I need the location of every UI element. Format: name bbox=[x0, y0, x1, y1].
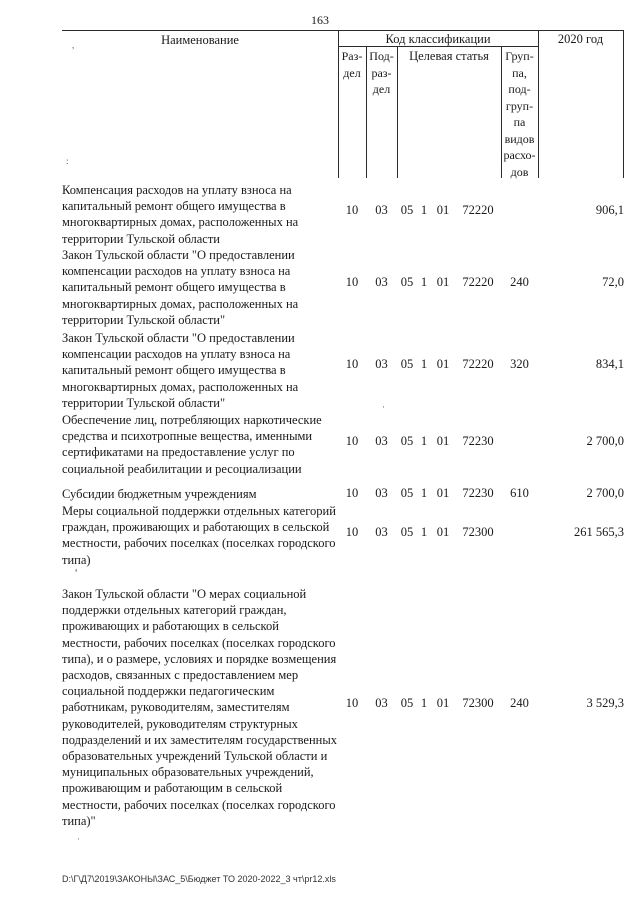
row-target-measure: 01 bbox=[436, 275, 450, 289]
scan-mark: : bbox=[66, 156, 69, 166]
group-header-line: видов bbox=[504, 131, 535, 146]
page-number: 163 bbox=[311, 13, 329, 27]
row-target-subprogram: 1 bbox=[420, 525, 428, 539]
row-section: 10 bbox=[345, 486, 359, 500]
row-section: 10 bbox=[345, 434, 359, 448]
row-target-measure: 01 bbox=[436, 525, 450, 539]
group-header bbox=[501, 48, 538, 180]
row-amount: 906,1 bbox=[595, 203, 624, 217]
section-header-line: дел bbox=[343, 65, 361, 80]
group-header-line: па, bbox=[512, 65, 527, 80]
column-name-header: Наименование bbox=[161, 33, 239, 47]
row-subsection: 03 bbox=[375, 486, 388, 500]
row-target-program: 05 bbox=[400, 203, 414, 217]
section-header bbox=[338, 48, 366, 81]
row-section: 10 bbox=[345, 203, 359, 217]
row-amount: 3 529,3 bbox=[586, 696, 624, 710]
row-subsection: 03 bbox=[375, 525, 388, 539]
header-divider bbox=[538, 30, 539, 178]
row-subsection: 03 bbox=[375, 357, 388, 371]
row-name: Обеспечение лиц, потребляющих наркотические средства и психотропные вещества, именными сертификатами на предоставление услуг по социальной реабилитации и ресоциализации bbox=[62, 413, 322, 476]
row-target-subprogram: 1 bbox=[420, 275, 428, 289]
row-section: 10 bbox=[345, 357, 359, 371]
scan-mark: , bbox=[72, 40, 75, 50]
row-target-direction: 72300 bbox=[462, 525, 494, 539]
row-subsection: 03 bbox=[375, 203, 388, 217]
row-target-program: 05 bbox=[400, 696, 414, 710]
header-divider bbox=[623, 30, 624, 178]
row-name: Закон Тульской области "О предоставлении компенсации расходов на уплату взноса на капитальный ремонт общего имущества в многоквартирных домах, расположенных на территории Тульской области" bbox=[62, 248, 299, 327]
scan-mark: · bbox=[382, 402, 385, 412]
row-target-measure: 01 bbox=[436, 434, 450, 448]
row-amount: 2 700,0 bbox=[586, 486, 624, 500]
row-group: 320 bbox=[510, 357, 529, 371]
table-row bbox=[62, 586, 624, 826]
row-target-program: 05 bbox=[400, 434, 414, 448]
group-header-line: под- bbox=[508, 82, 531, 96]
row-target-program: 05 bbox=[400, 525, 414, 539]
subsection-header bbox=[366, 48, 397, 98]
row-target-direction: 72230 bbox=[462, 434, 494, 448]
table-row bbox=[62, 486, 624, 504]
table-row bbox=[62, 247, 624, 329]
table-row bbox=[62, 182, 624, 246]
row-name: Меры социальной поддержки отдельных категорий граждан, проживающих и работающих в сельской местности, рабочих поселках (поселках городского типа) bbox=[62, 504, 336, 567]
row-target-subprogram: 1 bbox=[420, 486, 428, 500]
table-row bbox=[62, 503, 624, 569]
row-target-direction: 72220 bbox=[462, 357, 494, 371]
classification-header: Код классификации bbox=[385, 32, 491, 46]
group-header-line: груп- bbox=[505, 98, 534, 113]
footer-file-path: D:\Г\Д7\2019\ЗАКОНЫ\ЗАС_5\Бюджет ТО 2020-2022_3 чт\pr12.xls bbox=[62, 874, 336, 884]
row-subsection: 03 bbox=[375, 434, 388, 448]
table-row bbox=[62, 330, 624, 412]
row-subsection: 03 bbox=[375, 275, 388, 289]
subsection-header-line: Под- bbox=[369, 49, 394, 63]
row-target-direction: 72300 bbox=[462, 696, 494, 710]
row-group: 240 bbox=[510, 275, 529, 289]
row-target-subprogram: 1 bbox=[420, 203, 428, 217]
subsection-header-line: дел bbox=[372, 82, 391, 96]
subsection-header-line: раз- bbox=[371, 65, 392, 80]
row-target-direction: 72220 bbox=[462, 203, 494, 217]
row-amount: 72,0 bbox=[602, 275, 624, 289]
row-group: 610 bbox=[510, 486, 529, 500]
row-target-program: 05 bbox=[400, 486, 414, 500]
row-amount: 834,1 bbox=[595, 357, 624, 371]
row-target-measure: 01 bbox=[436, 696, 450, 710]
row-target-subprogram: 1 bbox=[420, 357, 428, 371]
scan-mark: ᵃ bbox=[75, 566, 78, 576]
scan-mark: · bbox=[77, 834, 80, 844]
row-group: 240 bbox=[510, 696, 529, 710]
row-target-measure: 01 bbox=[436, 357, 450, 371]
group-header-line: расхо- bbox=[503, 148, 536, 162]
row-section: 10 bbox=[345, 275, 359, 289]
row-amount: 261 565,3 bbox=[574, 525, 624, 539]
group-header-line: Груп- bbox=[505, 49, 534, 63]
section-header-line: Раз- bbox=[341, 49, 363, 63]
row-target-subprogram: 1 bbox=[420, 434, 428, 448]
year-header: 2020 год bbox=[557, 32, 604, 46]
row-name: Компенсация расходов на уплату взноса на капитальный ремонт общего имущества в многоквартирных домах, расположенных на территории Тульской области bbox=[62, 183, 299, 246]
row-amount: 2 700,0 bbox=[586, 434, 624, 448]
group-header-line: дов bbox=[510, 164, 529, 179]
row-name: Закон Тульской области "О мерах социальной поддержки отдельных категорий граждан, проживающих и работающих в сельской местности, рабочих поселках (поселках городского типа), и о размере, условиях и порядке возмещения расходов, связанных с предоставлением мер социальной поддержки педагогическим работникам, руководителям, заместителям руководителей, руководителям структурных подразделений и их заместителям государственных образовательных учреждений Тульской области и муниципальных образовательных учреждений, проживающим и работающим в сельской местности, рабочих поселках (поселках городского типа)" bbox=[62, 587, 337, 828]
row-target-program: 05 bbox=[400, 357, 414, 371]
row-target-program: 05 bbox=[400, 275, 414, 289]
row-name: Закон Тульской области "О предоставлении компенсации расходов на уплату взноса на капитальный ремонт общего имущества в многоквартирных домах, расположенных на территории Тульской области" bbox=[62, 331, 299, 410]
row-target-measure: 01 bbox=[436, 203, 450, 217]
group-header-line: па bbox=[513, 115, 526, 129]
row-target-subprogram: 1 bbox=[420, 696, 428, 710]
table-row bbox=[62, 412, 624, 478]
row-name: Субсидии бюджетным учреждениям bbox=[62, 487, 257, 501]
row-target-direction: 72220 bbox=[462, 275, 494, 289]
target-header: Целевая статья bbox=[409, 49, 489, 63]
row-section: 10 bbox=[345, 696, 359, 710]
row-subsection: 03 bbox=[375, 696, 388, 710]
row-target-direction: 72230 bbox=[462, 486, 494, 500]
row-section: 10 bbox=[345, 525, 359, 539]
header-divider bbox=[397, 46, 398, 178]
row-target-measure: 01 bbox=[436, 486, 450, 500]
